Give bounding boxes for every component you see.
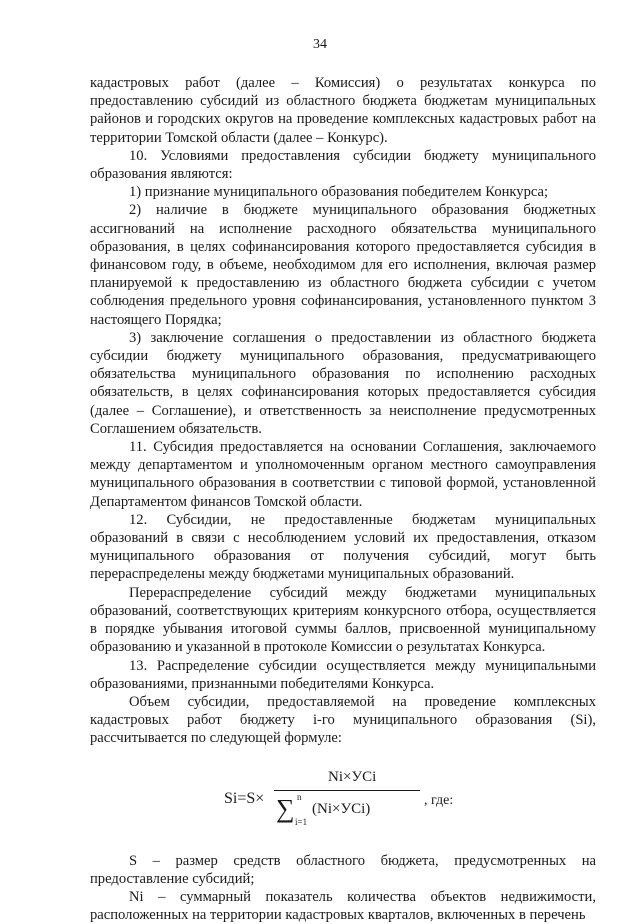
- page-number: 34: [313, 37, 327, 52]
- paragraph-11: 11. Субсидия предоставляется на основании Соглашения, заключаемого между департаментом и уполномоченным органом местного самоуправления муниципального образования в соответствии с типовой формой, установленной Департаментом финансов Томской области.: [90, 439, 596, 510]
- sum-sign-icon: ∑: [276, 793, 295, 823]
- paragraph-12: 12. Субсидии, не предоставленные бюджетам муниципальных образований в связи с несоблюдением условий их предоставления, отказом муниципального образования от получения субсидий, могут быть перераспределены между бюджетами муниципальных образований.: [90, 511, 596, 583]
- definition-s: S – размер средств областного бюджета, предусмотренных на предоставление субсидий;: [90, 852, 596, 887]
- formula-lhs: Si=S×: [224, 789, 265, 807]
- paragraph-10-2: 2) наличие в бюджете муниципального образования бюджетных ассигнований на исполнение расходного обязательства муниципального образования, в целях софинансирования которого предоставляется субсидия в финансовом году, в объеме, необходимом для его исполнения, включая размер планируемой к предоставлению из областного бюджета субсидии с учетом соблюдения предельного уровня софинансирования, установленного пунктом 3 настоящего Порядка;: [90, 202, 596, 328]
- document-body: [90, 74, 596, 924]
- paragraph-10-3: 3) заключение соглашения о предоставлении из областного бюджета субсидии бюджету муниципального образования, предусматривающего обязательства муниципального образования по исполнению расходных обязательств, в целях софинансирования которых предоставляется субсидия (далее – Соглашение), и ответственность за неисполнение предусмотренных Соглашением обязательств.: [90, 329, 596, 437]
- paragraph-10: 10. Условиями предоставления субсидии бюджету муниципального образования являются:: [90, 147, 596, 183]
- subsidy-formula: [90, 756, 596, 842]
- paragraph-12-redistribution: Перераспределение субсидий между бюджетами муниципальных образований, соответствующих критериям конкурсного отбора, осуществляется в порядке убывания итоговой суммы баллов, присвоенной муниципальному образованию и указанной в протоколе Комиссии о результатах Конкурса.: [90, 584, 596, 656]
- formula-numerator: Ni×УСi: [328, 768, 377, 785]
- formula-denominator: (Ni×УСi): [312, 800, 371, 817]
- paragraph-13-formula-intro: Объем субсидии, предоставляемой на проведение комплексных кадастровых работ бюджету i-го муниципального образования (Si), рассчитывается по следующей формуле:: [90, 693, 596, 747]
- definition-ni: Ni – суммарный показатель количества объектов недвижимости, расположенных на территории кадастровых кварталов, включенных в перечень: [90, 888, 596, 924]
- formula-fraction-bar: [274, 790, 420, 791]
- paragraph-10-1: 1) признание муниципального образования победителем Конкурса;: [129, 184, 549, 201]
- paragraph-intro: кадастровых работ (далее – Комиссия) о результатах конкурса по предоставлению субсидий из областного бюджета бюджетам муниципальных районов и городских округов на проведение комплексных кадастровых работ на территории Томской области (далее – Конкурс).: [90, 75, 596, 146]
- formula-sum-upper: n: [297, 791, 302, 802]
- formula-suffix: , где:: [424, 792, 454, 808]
- paragraph-13: 13. Распределение субсидии осуществляется между муниципальными образованиями, признанными победителями Конкурса.: [90, 657, 596, 692]
- formula-sum-lower: i=1: [295, 816, 308, 827]
